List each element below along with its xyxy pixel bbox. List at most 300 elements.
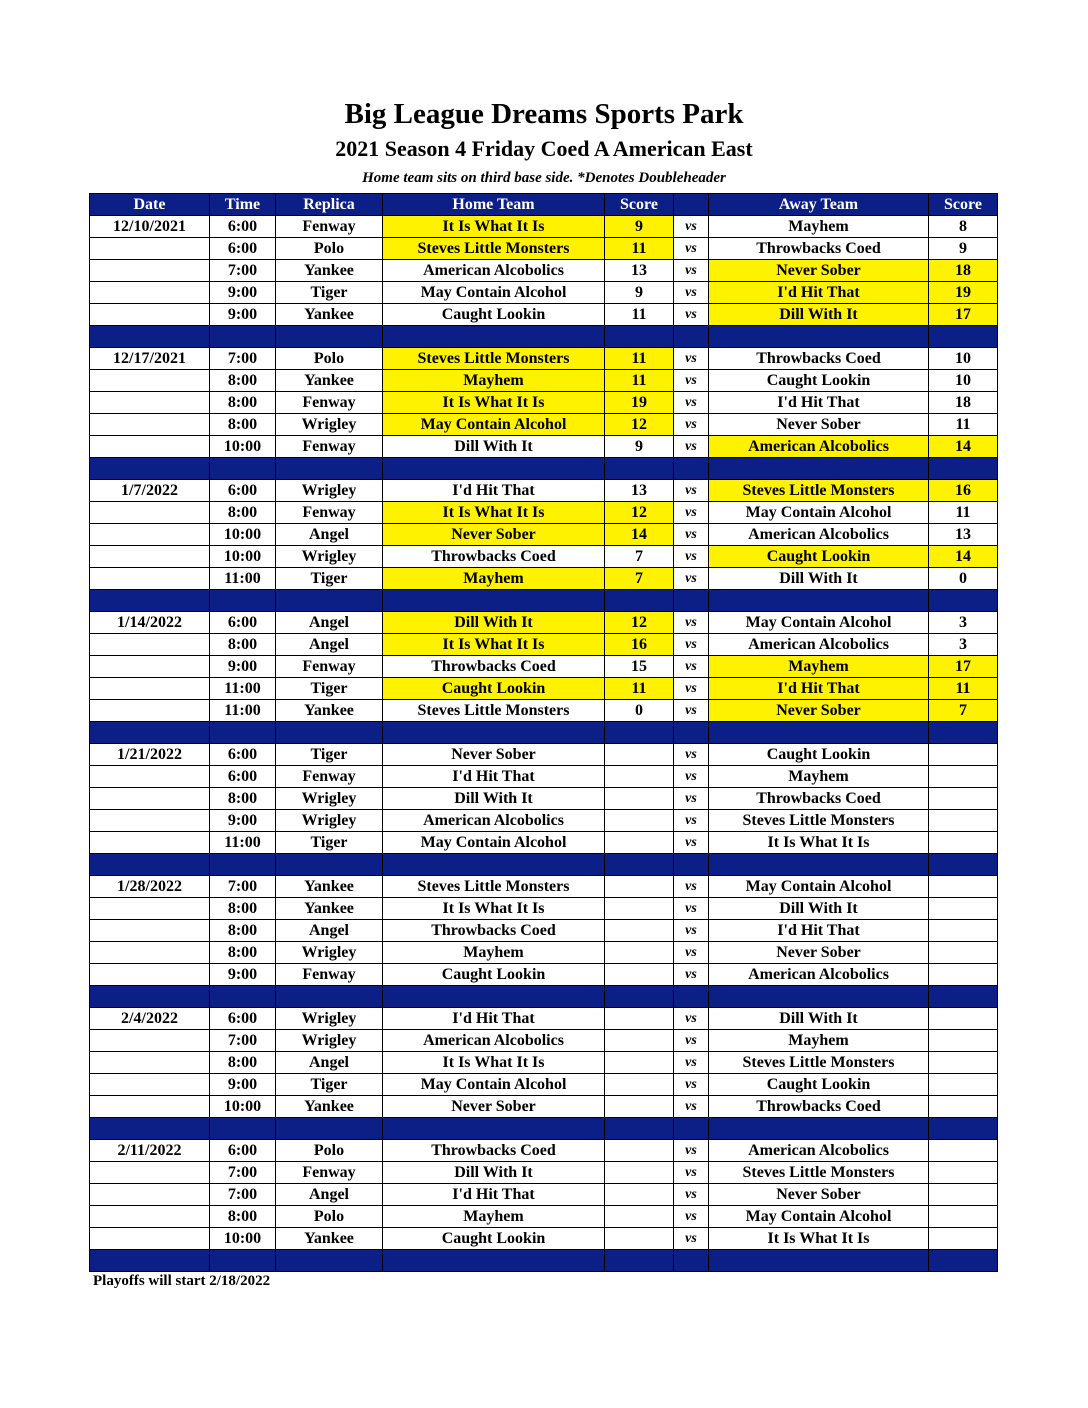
game-time: 6:00 xyxy=(210,480,276,502)
game-row xyxy=(90,238,998,260)
vs-label: vs xyxy=(674,216,709,238)
game-time: 8:00 xyxy=(210,502,276,524)
away-team: I'd Hit That xyxy=(709,920,929,942)
separator-cell xyxy=(709,854,929,876)
away-team: Throwbacks Coed xyxy=(709,1096,929,1118)
away-team: American Alcobolics xyxy=(709,634,929,656)
game-row xyxy=(90,612,998,634)
game-date xyxy=(90,282,210,304)
separator-cell xyxy=(210,722,276,744)
home-team: It Is What It Is xyxy=(383,392,605,414)
game-field: Yankee xyxy=(276,898,383,920)
vs-label: vs xyxy=(674,1008,709,1030)
home-team: It Is What It Is xyxy=(383,502,605,524)
separator-cell xyxy=(210,458,276,480)
game-row xyxy=(90,964,998,986)
game-field: Fenway xyxy=(276,766,383,788)
home-team: Never Sober xyxy=(383,524,605,546)
away-score: 11 xyxy=(929,678,998,700)
separator-cell xyxy=(276,1118,383,1140)
away-score: 8 xyxy=(929,216,998,238)
home-team: Dill With It xyxy=(383,788,605,810)
home-score xyxy=(605,832,674,854)
game-field: Tiger xyxy=(276,678,383,700)
game-date xyxy=(90,546,210,568)
game-time: 10:00 xyxy=(210,1096,276,1118)
game-field: Wrigley xyxy=(276,942,383,964)
separator-cell xyxy=(605,722,674,744)
vs-label: vs xyxy=(674,920,709,942)
home-team: Mayhem xyxy=(383,370,605,392)
separator-cell xyxy=(383,986,605,1008)
game-date: 2/4/2022 xyxy=(90,1008,210,1030)
game-date xyxy=(90,920,210,942)
week-separator xyxy=(90,1250,998,1272)
separator-cell xyxy=(90,458,210,480)
away-team: Caught Lookin xyxy=(709,1074,929,1096)
game-row xyxy=(90,1096,998,1118)
game-field: Fenway xyxy=(276,392,383,414)
game-time: 7:00 xyxy=(210,1184,276,1206)
away-score: 13 xyxy=(929,524,998,546)
game-date xyxy=(90,436,210,458)
away-score xyxy=(929,1228,998,1250)
away-team: American Alcobolics xyxy=(709,524,929,546)
game-time: 6:00 xyxy=(210,744,276,766)
home-score: 12 xyxy=(605,502,674,524)
home-score xyxy=(605,920,674,942)
game-time: 9:00 xyxy=(210,282,276,304)
away-team: Steves Little Monsters xyxy=(709,480,929,502)
separator-cell xyxy=(929,854,998,876)
away-score: 17 xyxy=(929,304,998,326)
away-score xyxy=(929,1052,998,1074)
home-score: 14 xyxy=(605,524,674,546)
home-team: Mayhem xyxy=(383,1206,605,1228)
separator-cell xyxy=(674,458,709,480)
game-date: 2/11/2022 xyxy=(90,1140,210,1162)
home-score: 15 xyxy=(605,656,674,678)
game-field: Fenway xyxy=(276,216,383,238)
game-row xyxy=(90,810,998,832)
separator-cell xyxy=(605,854,674,876)
game-time: 9:00 xyxy=(210,1074,276,1096)
separator-cell xyxy=(674,986,709,1008)
vs-label: vs xyxy=(674,876,709,898)
away-team: May Contain Alcohol xyxy=(709,502,929,524)
away-score: 17 xyxy=(929,656,998,678)
game-field: Wrigley xyxy=(276,810,383,832)
separator-cell xyxy=(929,458,998,480)
home-score: 11 xyxy=(605,678,674,700)
home-team: Steves Little Monsters xyxy=(383,238,605,260)
away-team: Never Sober xyxy=(709,700,929,722)
vs-label: vs xyxy=(674,1206,709,1228)
game-row xyxy=(90,1228,998,1250)
home-score xyxy=(605,1206,674,1228)
game-row xyxy=(90,920,998,942)
column-header-replica: Replica xyxy=(276,194,383,216)
game-field: Yankee xyxy=(276,370,383,392)
away-score: 14 xyxy=(929,436,998,458)
separator-cell xyxy=(709,458,929,480)
away-score: 18 xyxy=(929,260,998,282)
vs-label: vs xyxy=(674,480,709,502)
game-field: Angel xyxy=(276,1052,383,1074)
separator-cell xyxy=(210,854,276,876)
game-row xyxy=(90,436,998,458)
away-team: Never Sober xyxy=(709,260,929,282)
separator-cell xyxy=(709,326,929,348)
game-time: 6:00 xyxy=(210,238,276,260)
game-date xyxy=(90,634,210,656)
game-field: Tiger xyxy=(276,832,383,854)
vs-label: vs xyxy=(674,1140,709,1162)
home-score xyxy=(605,1008,674,1030)
away-team: May Contain Alcohol xyxy=(709,876,929,898)
separator-cell xyxy=(605,326,674,348)
home-team: Throwbacks Coed xyxy=(383,656,605,678)
game-time: 9:00 xyxy=(210,304,276,326)
game-field: Fenway xyxy=(276,656,383,678)
away-team: Never Sober xyxy=(709,942,929,964)
game-row xyxy=(90,656,998,678)
game-row xyxy=(90,788,998,810)
vs-label: vs xyxy=(674,282,709,304)
vs-label: vs xyxy=(674,414,709,436)
separator-cell xyxy=(674,326,709,348)
away-score: 11 xyxy=(929,414,998,436)
game-field: Wrigley xyxy=(276,788,383,810)
separator-cell xyxy=(929,1250,998,1272)
vs-label: vs xyxy=(674,898,709,920)
away-score xyxy=(929,942,998,964)
home-score xyxy=(605,744,674,766)
vs-label: vs xyxy=(674,348,709,370)
home-score: 12 xyxy=(605,612,674,634)
separator-cell xyxy=(709,722,929,744)
column-header-home-team: Home Team xyxy=(383,194,605,216)
game-time: 10:00 xyxy=(210,546,276,568)
game-row xyxy=(90,1140,998,1162)
game-date xyxy=(90,898,210,920)
vs-label: vs xyxy=(674,700,709,722)
game-time: 6:00 xyxy=(210,766,276,788)
game-date xyxy=(90,964,210,986)
home-score xyxy=(605,766,674,788)
away-team: Steves Little Monsters xyxy=(709,810,929,832)
game-time: 8:00 xyxy=(210,1052,276,1074)
game-time: 8:00 xyxy=(210,920,276,942)
separator-cell xyxy=(90,1118,210,1140)
game-row xyxy=(90,744,998,766)
game-time: 11:00 xyxy=(210,678,276,700)
game-time: 6:00 xyxy=(210,1008,276,1030)
away-score: 16 xyxy=(929,480,998,502)
home-score: 11 xyxy=(605,304,674,326)
game-field: Angel xyxy=(276,524,383,546)
game-time: 10:00 xyxy=(210,524,276,546)
away-team: Throwbacks Coed xyxy=(709,348,929,370)
game-row xyxy=(90,260,998,282)
home-score xyxy=(605,810,674,832)
home-team: May Contain Alcohol xyxy=(383,414,605,436)
home-score: 11 xyxy=(605,370,674,392)
separator-cell xyxy=(929,590,998,612)
game-date: 12/10/2021 xyxy=(90,216,210,238)
vs-label: vs xyxy=(674,1074,709,1096)
vs-label: vs xyxy=(674,1162,709,1184)
home-score xyxy=(605,942,674,964)
away-score xyxy=(929,1096,998,1118)
week-separator xyxy=(90,326,998,348)
game-date xyxy=(90,524,210,546)
home-team: American Alcobolics xyxy=(383,260,605,282)
away-team: American Alcobolics xyxy=(709,436,929,458)
away-team: Never Sober xyxy=(709,1184,929,1206)
game-field: Yankee xyxy=(276,260,383,282)
separator-cell xyxy=(605,986,674,1008)
home-score: 13 xyxy=(605,480,674,502)
game-field: Polo xyxy=(276,238,383,260)
game-date xyxy=(90,304,210,326)
home-score xyxy=(605,1074,674,1096)
column-header-vs xyxy=(674,194,709,216)
vs-label: vs xyxy=(674,766,709,788)
away-team: I'd Hit That xyxy=(709,392,929,414)
away-score xyxy=(929,810,998,832)
home-score xyxy=(605,1030,674,1052)
away-team: I'd Hit That xyxy=(709,678,929,700)
game-time: 8:00 xyxy=(210,392,276,414)
game-date xyxy=(90,678,210,700)
home-team: It Is What It Is xyxy=(383,1052,605,1074)
game-date: 1/21/2022 xyxy=(90,744,210,766)
game-field: Tiger xyxy=(276,568,383,590)
separator-cell xyxy=(929,722,998,744)
separator-cell xyxy=(929,986,998,1008)
separator-cell xyxy=(605,1118,674,1140)
separator-cell xyxy=(383,722,605,744)
separator-cell xyxy=(276,590,383,612)
away-team: May Contain Alcohol xyxy=(709,612,929,634)
game-time: 7:00 xyxy=(210,1030,276,1052)
away-score: 7 xyxy=(929,700,998,722)
game-row xyxy=(90,304,998,326)
separator-cell xyxy=(383,458,605,480)
home-team: Caught Lookin xyxy=(383,964,605,986)
vs-label: vs xyxy=(674,942,709,964)
game-row xyxy=(90,876,998,898)
page-title: Big League Dreams Sports Park xyxy=(344,98,744,130)
game-row xyxy=(90,370,998,392)
game-time: 8:00 xyxy=(210,1206,276,1228)
game-row xyxy=(90,524,998,546)
game-time: 8:00 xyxy=(210,898,276,920)
home-score: 7 xyxy=(605,568,674,590)
home-team: Steves Little Monsters xyxy=(383,700,605,722)
schedule-note: Home team sits on third base side. *Denotes Doubleheader xyxy=(362,170,726,186)
separator-cell xyxy=(674,722,709,744)
game-date xyxy=(90,1206,210,1228)
away-score xyxy=(929,832,998,854)
game-row xyxy=(90,898,998,920)
game-row xyxy=(90,216,998,238)
game-row xyxy=(90,678,998,700)
game-date xyxy=(90,1228,210,1250)
game-date xyxy=(90,788,210,810)
game-date xyxy=(90,370,210,392)
vs-label: vs xyxy=(674,436,709,458)
home-score: 19 xyxy=(605,392,674,414)
game-field: Wrigley xyxy=(276,546,383,568)
game-date: 1/14/2022 xyxy=(90,612,210,634)
separator-cell xyxy=(383,1250,605,1272)
away-score xyxy=(929,1184,998,1206)
home-team: Throwbacks Coed xyxy=(383,546,605,568)
away-score: 11 xyxy=(929,502,998,524)
week-separator xyxy=(90,854,998,876)
home-score xyxy=(605,876,674,898)
game-field: Wrigley xyxy=(276,1008,383,1030)
game-field: Yankee xyxy=(276,876,383,898)
game-row xyxy=(90,1052,998,1074)
game-date xyxy=(90,832,210,854)
away-team: It Is What It Is xyxy=(709,1228,929,1250)
game-row xyxy=(90,1206,998,1228)
separator-cell xyxy=(709,986,929,1008)
home-team: Caught Lookin xyxy=(383,1228,605,1250)
game-row xyxy=(90,546,998,568)
home-team: It Is What It Is xyxy=(383,216,605,238)
vs-label: vs xyxy=(674,612,709,634)
separator-cell xyxy=(709,590,929,612)
game-row xyxy=(90,1162,998,1184)
vs-label: vs xyxy=(674,392,709,414)
game-field: Angel xyxy=(276,1184,383,1206)
away-team: Steves Little Monsters xyxy=(709,1162,929,1184)
game-time: 8:00 xyxy=(210,634,276,656)
home-team: I'd Hit That xyxy=(383,1008,605,1030)
game-row xyxy=(90,282,998,304)
away-team: It Is What It Is xyxy=(709,832,929,854)
game-time: 10:00 xyxy=(210,1228,276,1250)
game-time: 7:00 xyxy=(210,1162,276,1184)
separator-cell xyxy=(90,1250,210,1272)
game-row xyxy=(90,1008,998,1030)
game-field: Yankee xyxy=(276,1096,383,1118)
game-row xyxy=(90,766,998,788)
away-team: Caught Lookin xyxy=(709,546,929,568)
home-team: May Contain Alcohol xyxy=(383,832,605,854)
game-date xyxy=(90,656,210,678)
separator-cell xyxy=(210,590,276,612)
separator-cell xyxy=(210,1118,276,1140)
game-time: 7:00 xyxy=(210,260,276,282)
away-team: Caught Lookin xyxy=(709,370,929,392)
home-score: 9 xyxy=(605,282,674,304)
game-row xyxy=(90,568,998,590)
game-field: Angel xyxy=(276,612,383,634)
separator-cell xyxy=(709,1118,929,1140)
vs-label: vs xyxy=(674,788,709,810)
away-score xyxy=(929,964,998,986)
home-score: 16 xyxy=(605,634,674,656)
column-header-away-score: Score xyxy=(929,194,998,216)
home-score xyxy=(605,1140,674,1162)
vs-label: vs xyxy=(674,1052,709,1074)
game-date xyxy=(90,502,210,524)
game-field: Wrigley xyxy=(276,414,383,436)
separator-cell xyxy=(90,722,210,744)
away-score: 14 xyxy=(929,546,998,568)
week-separator xyxy=(90,458,998,480)
game-field: Angel xyxy=(276,920,383,942)
week-separator xyxy=(90,1118,998,1140)
game-date xyxy=(90,766,210,788)
away-team: Caught Lookin xyxy=(709,744,929,766)
game-field: Tiger xyxy=(276,744,383,766)
home-team: Dill With It xyxy=(383,1162,605,1184)
away-score xyxy=(929,876,998,898)
game-date xyxy=(90,1096,210,1118)
separator-cell xyxy=(276,1250,383,1272)
separator-cell xyxy=(210,986,276,1008)
away-score xyxy=(929,1074,998,1096)
vs-label: vs xyxy=(674,502,709,524)
game-row xyxy=(90,1030,998,1052)
away-score: 19 xyxy=(929,282,998,304)
game-date xyxy=(90,392,210,414)
away-team: Dill With It xyxy=(709,1008,929,1030)
vs-label: vs xyxy=(674,1096,709,1118)
game-field: Yankee xyxy=(276,1228,383,1250)
separator-cell xyxy=(90,986,210,1008)
game-date xyxy=(90,414,210,436)
separator-cell xyxy=(383,1118,605,1140)
away-score: 0 xyxy=(929,568,998,590)
game-field: Tiger xyxy=(276,282,383,304)
separator-cell xyxy=(383,854,605,876)
home-team: May Contain Alcohol xyxy=(383,1074,605,1096)
game-row xyxy=(90,700,998,722)
vs-label: vs xyxy=(674,238,709,260)
away-team: Mayhem xyxy=(709,766,929,788)
home-score xyxy=(605,1184,674,1206)
separator-cell xyxy=(383,326,605,348)
home-team: I'd Hit That xyxy=(383,766,605,788)
week-separator xyxy=(90,722,998,744)
away-team: I'd Hit That xyxy=(709,282,929,304)
home-team: Caught Lookin xyxy=(383,678,605,700)
game-field: Yankee xyxy=(276,304,383,326)
game-time: 7:00 xyxy=(210,348,276,370)
separator-cell xyxy=(605,590,674,612)
separator-cell xyxy=(276,458,383,480)
separator-cell xyxy=(276,986,383,1008)
game-field: Fenway xyxy=(276,1162,383,1184)
separator-cell xyxy=(674,854,709,876)
game-date xyxy=(90,700,210,722)
schedule-body xyxy=(90,216,998,1272)
game-field: Fenway xyxy=(276,964,383,986)
game-date xyxy=(90,1074,210,1096)
separator-cell xyxy=(605,1250,674,1272)
game-field: Yankee xyxy=(276,700,383,722)
home-team: Caught Lookin xyxy=(383,304,605,326)
column-header-home-score: Score xyxy=(605,194,674,216)
away-team: American Alcobolics xyxy=(709,1140,929,1162)
